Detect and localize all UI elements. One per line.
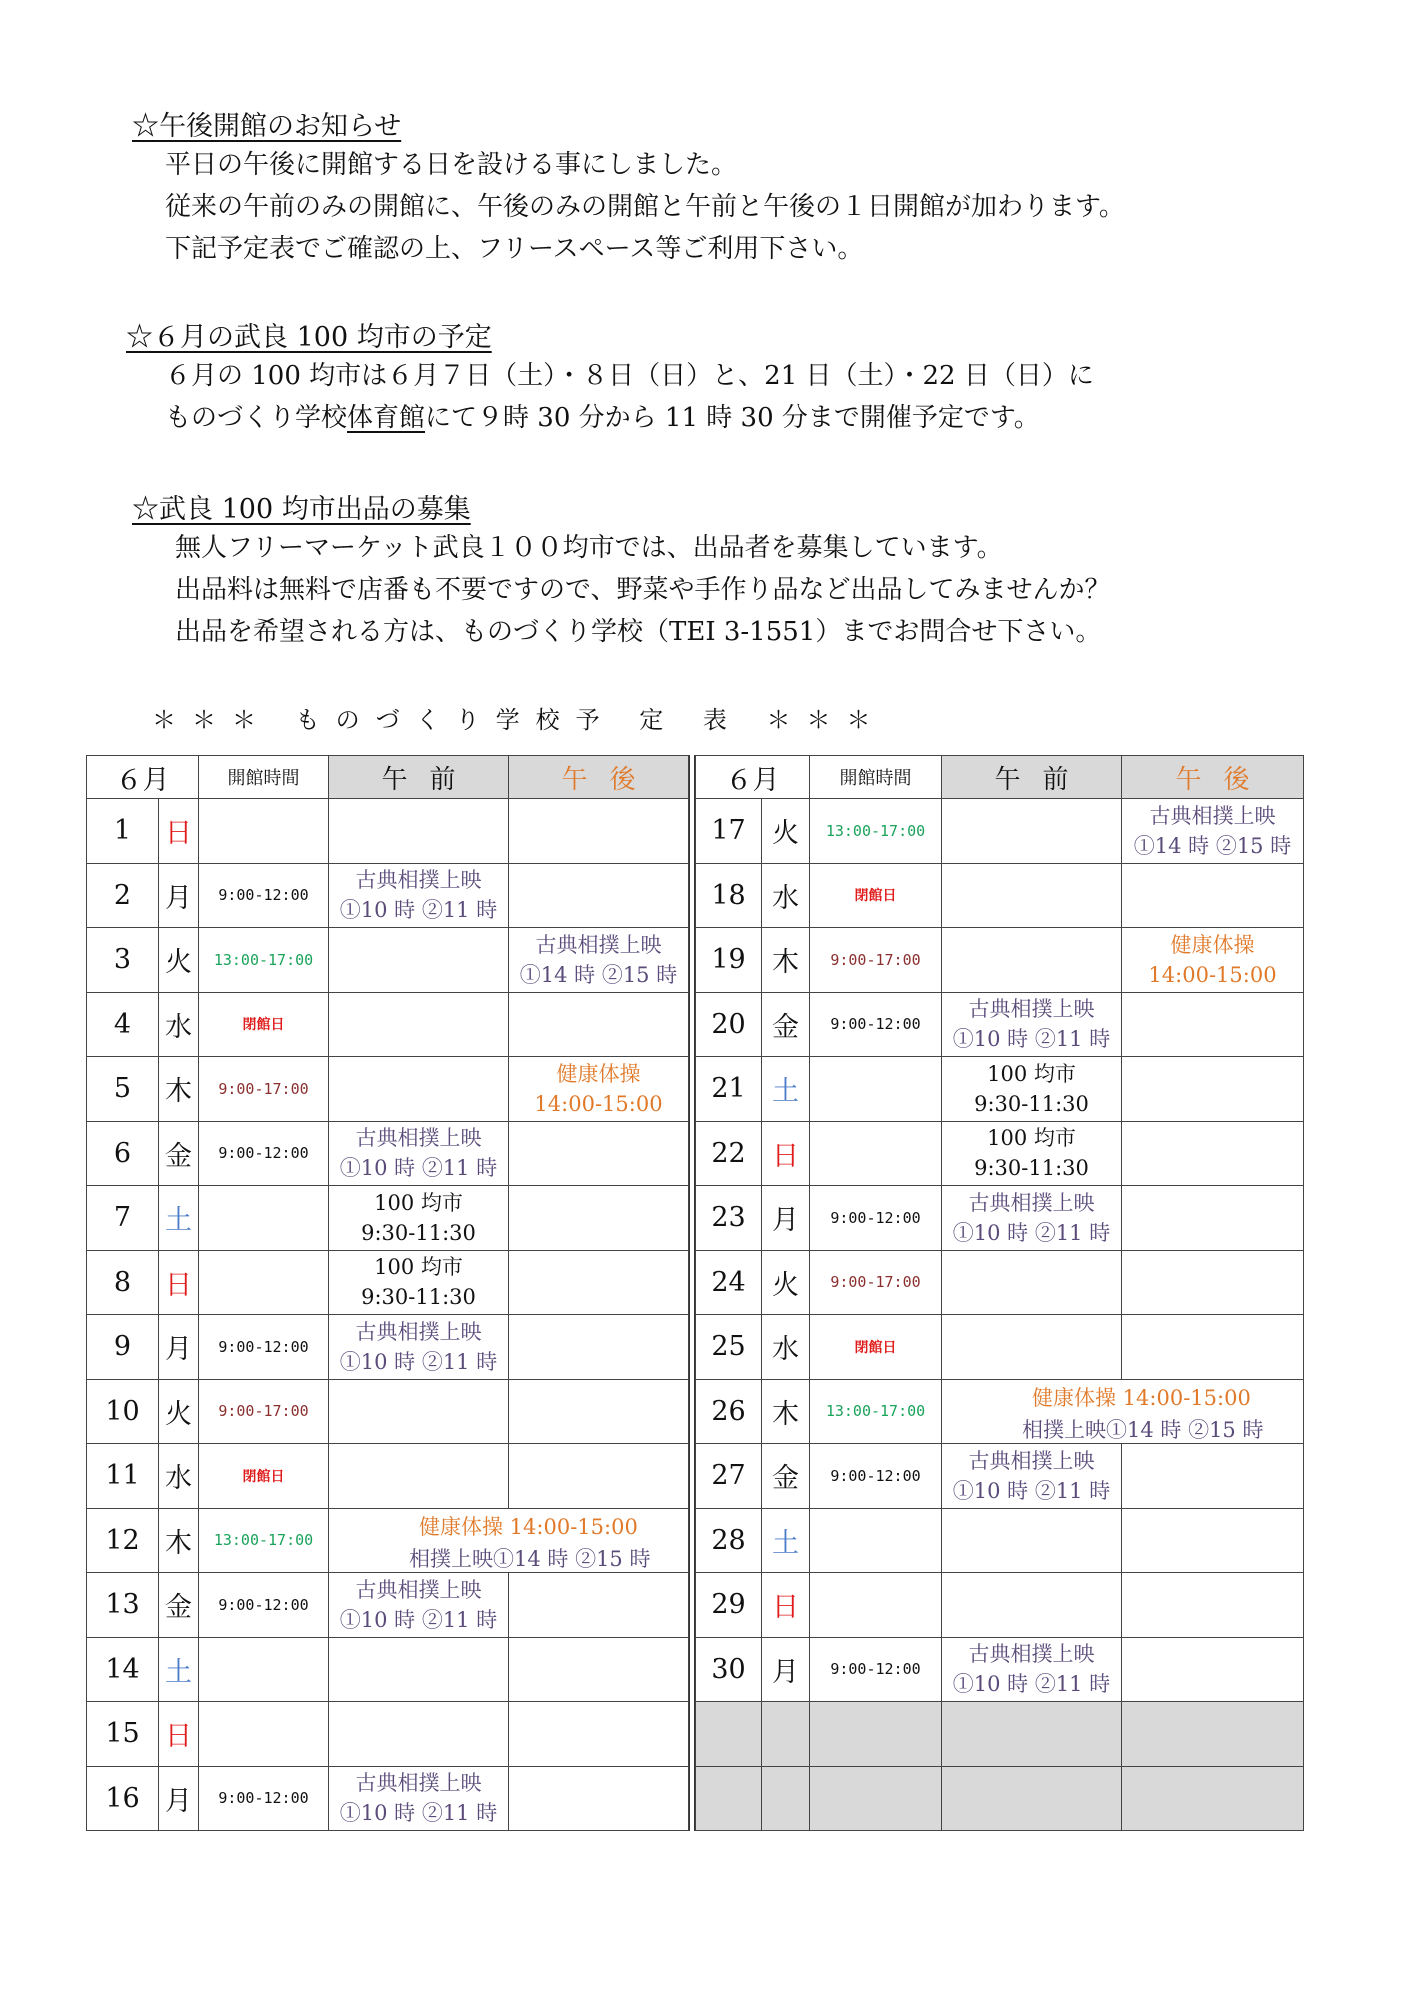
event-sumo: 相撲上映①14 時 ②15 時	[409, 1546, 651, 1571]
event-line: 古典相撲上映	[968, 1642, 1095, 1667]
empty-cell	[696, 1766, 762, 1831]
cell-pm	[1122, 863, 1304, 928]
open-hours: 9:00-12:00	[810, 1186, 942, 1251]
table-row	[87, 799, 689, 864]
cell-pm	[1122, 1057, 1304, 1122]
event-line: 古典相撲上映	[355, 1319, 482, 1344]
event-line: ①10 時 ②11 時	[339, 1607, 498, 1632]
schedule-header-row	[696, 756, 1304, 799]
table-row	[696, 1057, 1304, 1122]
empty-cell	[1122, 1766, 1304, 1831]
notice-line: 下記予定表でご確認の上、フリースペース等ご利用下さい。	[165, 234, 864, 264]
table-row	[696, 1250, 1304, 1315]
weekday: 月	[159, 1766, 199, 1831]
event-line: ①10 時 ②11 時	[952, 1027, 1111, 1052]
cell-pm	[509, 1186, 689, 1251]
open-hours	[199, 1702, 329, 1767]
cell-am	[329, 1186, 509, 1251]
weekday: 木	[762, 928, 810, 993]
event-line: ①10 時 ②11 時	[952, 1220, 1111, 1245]
open-hours: 9:00-17:00	[810, 1250, 942, 1315]
weekday: 土	[762, 1508, 810, 1573]
cell-pm	[509, 1250, 689, 1315]
event-exercise: 健康体操 14:00-15:00	[419, 1514, 638, 1539]
empty-cell	[942, 1766, 1122, 1831]
weekday: 日	[762, 1573, 810, 1638]
day-number: 26	[696, 1379, 762, 1444]
day-number: 20	[696, 992, 762, 1057]
cell-am	[942, 1315, 1122, 1380]
notice-line: 平日の午後に開館する日を設ける事にしました。	[165, 150, 738, 180]
weekday: 日	[762, 1121, 810, 1186]
schedule-table-left	[86, 755, 689, 1831]
weekday: 土	[762, 1057, 810, 1122]
open-hours: 閉館日	[199, 992, 329, 1057]
cell-pm	[1122, 1250, 1304, 1315]
open-hours: 13:00-17:00	[199, 1508, 329, 1573]
weekday: 月	[762, 1637, 810, 1702]
day-number: 17	[696, 799, 762, 864]
day-number: 13	[87, 1573, 159, 1638]
cell-am	[942, 799, 1122, 864]
cell-am	[942, 1121, 1122, 1186]
cell-pm	[509, 1573, 689, 1638]
event-line: 古典相撲上映	[968, 997, 1095, 1022]
open-hours: 9:00-12:00	[199, 863, 329, 928]
event-line: 古典相撲上映	[355, 1126, 482, 1151]
event-sumo: 相撲上映①14 時 ②15 時	[1022, 1417, 1264, 1442]
empty-cell	[762, 1766, 810, 1831]
cell-am	[329, 1250, 509, 1315]
table-row	[87, 1379, 689, 1444]
day-number: 12	[87, 1508, 159, 1573]
day-number: 4	[87, 992, 159, 1057]
weekday: 火	[762, 799, 810, 864]
notice-line: 無人フリーマーケット武良１００均市では、出品者を募集しています。	[175, 533, 1003, 563]
event-line: 健康体操	[556, 1061, 641, 1086]
weekday: 金	[159, 1121, 199, 1186]
event-spanning	[942, 1379, 1304, 1444]
cell-pm	[509, 1444, 689, 1509]
header-am: 午前	[942, 756, 1122, 799]
notice-june-market-body	[165, 355, 1094, 439]
event-line: 古典相撲上映	[535, 932, 662, 957]
event-line: 9:30-11:30	[974, 1156, 1089, 1181]
schedule-header-row	[87, 756, 689, 799]
weekday: 水	[159, 1444, 199, 1509]
cell-pm	[509, 1315, 689, 1380]
weekday: 土	[159, 1637, 199, 1702]
open-hours: 9:00-12:00	[199, 1121, 329, 1186]
event-line: 100 均市	[374, 1255, 463, 1280]
cell-am	[329, 1121, 509, 1186]
day-number: 28	[696, 1508, 762, 1573]
weekday: 水	[762, 863, 810, 928]
weekday: 水	[159, 992, 199, 1057]
event-exercise: 健康体操 14:00-15:00	[1032, 1385, 1251, 1410]
cell-am	[329, 1379, 509, 1444]
open-hours	[810, 1121, 942, 1186]
event-line: 100 均市	[374, 1190, 463, 1215]
event-line: 古典相撲上映	[355, 1577, 482, 1602]
day-number: 15	[87, 1702, 159, 1767]
table-row	[87, 1121, 689, 1186]
empty-row	[696, 1766, 1304, 1831]
day-number: 18	[696, 863, 762, 928]
open-hours	[199, 799, 329, 864]
event-line: ①10 時 ②11 時	[339, 1801, 498, 1826]
day-number: 6	[87, 1121, 159, 1186]
table-row	[87, 863, 689, 928]
cell-am	[329, 1766, 509, 1831]
table-row	[696, 1315, 1304, 1380]
day-number: 24	[696, 1250, 762, 1315]
cell-pm	[509, 1121, 689, 1186]
header-pm: 午後	[509, 756, 689, 799]
cell-am	[329, 799, 509, 864]
weekday: 木	[159, 1057, 199, 1122]
header-open-hours: 開館時間	[810, 756, 942, 799]
table-row	[696, 799, 1304, 864]
table-row	[696, 1637, 1304, 1702]
weekday: 月	[762, 1186, 810, 1251]
table-row	[87, 1573, 689, 1638]
event-line: 100 均市	[987, 1126, 1076, 1151]
table-row	[87, 1766, 689, 1831]
cell-am	[942, 1573, 1122, 1638]
table-row	[87, 1444, 689, 1509]
cell-am	[329, 1315, 509, 1380]
open-hours	[810, 1573, 942, 1638]
event-line: 古典相撲上映	[1149, 803, 1276, 828]
cell-am	[329, 1637, 509, 1702]
empty-cell	[762, 1702, 810, 1767]
open-hours	[810, 1508, 942, 1573]
open-hours: 閉館日	[810, 1315, 942, 1380]
cell-am	[329, 1573, 509, 1638]
day-number: 22	[696, 1121, 762, 1186]
table-row	[696, 1379, 1304, 1444]
table-row	[87, 1315, 689, 1380]
cell-pm	[1122, 1121, 1304, 1186]
day-number: 21	[696, 1057, 762, 1122]
cell-am	[942, 928, 1122, 993]
cell-am	[942, 1637, 1122, 1702]
cell-pm	[509, 1637, 689, 1702]
notice-text: にて９時 30 分から 11 時 30 分まで開催予定です。	[425, 403, 1040, 433]
event-line: 健康体操	[1170, 932, 1255, 957]
cell-pm	[509, 1702, 689, 1767]
cell-pm	[509, 1379, 689, 1444]
table-row	[696, 928, 1304, 993]
table-row	[696, 1444, 1304, 1509]
table-row	[87, 1702, 689, 1767]
event-line: 古典相撲上映	[355, 868, 482, 893]
empty-cell	[696, 1702, 762, 1767]
open-hours: 9:00-12:00	[199, 1766, 329, 1831]
cell-pm	[1122, 928, 1304, 993]
event-line: 100 均市	[987, 1061, 1076, 1086]
header-pm: 午後	[1122, 756, 1304, 799]
empty-cell	[810, 1702, 942, 1767]
weekday: 木	[159, 1508, 199, 1573]
table-row	[696, 1186, 1304, 1251]
day-number: 7	[87, 1186, 159, 1251]
event-line: 古典相撲上映	[968, 1190, 1095, 1215]
table-row	[87, 928, 689, 993]
schedule-table	[86, 755, 1304, 1831]
empty-row	[696, 1702, 1304, 1767]
notice-afternoon-opening-body	[165, 144, 1125, 270]
day-number: 11	[87, 1444, 159, 1509]
cell-am	[942, 992, 1122, 1057]
weekday: 日	[159, 1250, 199, 1315]
day-number: 25	[696, 1315, 762, 1380]
cell-am	[329, 1702, 509, 1767]
notice-text: ものづくり学校	[165, 403, 348, 433]
day-number: 29	[696, 1573, 762, 1638]
weekday: 金	[159, 1573, 199, 1638]
open-hours	[199, 1250, 329, 1315]
weekday: 金	[762, 992, 810, 1057]
day-number: 30	[696, 1637, 762, 1702]
cell-pm	[1122, 1444, 1304, 1509]
notice-afternoon-opening-title: ☆午後開館のお知らせ	[132, 111, 402, 142]
event-line: 古典相撲上映	[355, 1771, 482, 1796]
cell-am	[942, 1057, 1122, 1122]
empty-cell	[810, 1766, 942, 1831]
header-open-hours: 開館時間	[199, 756, 329, 799]
cell-pm	[509, 1766, 689, 1831]
event-line: 9:30-11:30	[361, 1220, 476, 1245]
cell-am	[942, 1444, 1122, 1509]
table-row	[87, 1637, 689, 1702]
header-month: ６月	[696, 756, 810, 799]
notice-line: ６月の 100 均市は６月７日（土）・８日（日）と、21 日（土）・22 日（日）に	[165, 361, 1094, 391]
open-hours: 閉館日	[810, 863, 942, 928]
weekday: 日	[159, 799, 199, 864]
weekday: 日	[159, 1702, 199, 1767]
weekday: 木	[762, 1379, 810, 1444]
cell-pm	[1122, 1315, 1304, 1380]
header-month: ６月	[87, 756, 199, 799]
notice-vendor-recruit-title: ☆武良 100 均市出品の募集	[132, 494, 471, 525]
cell-pm	[509, 1057, 689, 1122]
cell-am	[329, 863, 509, 928]
event-line: ①10 時 ②11 時	[952, 1672, 1111, 1697]
event-line: ①14 時 ②15 時	[519, 962, 678, 987]
open-hours: 9:00-12:00	[810, 1637, 942, 1702]
weekday: 火	[762, 1250, 810, 1315]
cell-am	[329, 928, 509, 993]
cell-pm	[1122, 1508, 1304, 1573]
open-hours: 9:00-12:00	[199, 1315, 329, 1380]
cell-am	[329, 1057, 509, 1122]
table-row	[87, 992, 689, 1057]
day-number: 8	[87, 1250, 159, 1315]
event-line: ①10 時 ②11 時	[339, 1156, 498, 1181]
event-line: 14:00-15:00	[1148, 962, 1277, 987]
cell-pm	[509, 992, 689, 1057]
event-line: 古典相撲上映	[968, 1448, 1095, 1473]
event-line: 9:30-11:30	[361, 1285, 476, 1310]
weekday: 火	[159, 1379, 199, 1444]
cell-am	[329, 1444, 509, 1509]
header-am: 午前	[329, 756, 509, 799]
cell-pm	[509, 928, 689, 993]
event-line: ①10 時 ②11 時	[339, 1349, 498, 1374]
open-hours: 9:00-12:00	[810, 992, 942, 1057]
day-number: 27	[696, 1444, 762, 1509]
table-row	[696, 863, 1304, 928]
cell-am	[942, 1250, 1122, 1315]
open-hours	[199, 1186, 329, 1251]
event-line: 14:00-15:00	[534, 1091, 663, 1116]
day-number: 14	[87, 1637, 159, 1702]
schedule-table-right	[695, 755, 1304, 1831]
notice-line: 従来の午前のみの開館に、午後のみの開館と午前と午後の１日開館が加わります。	[165, 192, 1125, 222]
open-hours	[199, 1637, 329, 1702]
cell-am	[942, 1186, 1122, 1251]
cell-pm	[1122, 799, 1304, 864]
day-number: 19	[696, 928, 762, 993]
weekday: 月	[159, 1315, 199, 1380]
open-hours	[810, 1057, 942, 1122]
event-line: ①10 時 ②11 時	[339, 898, 498, 923]
day-number: 23	[696, 1186, 762, 1251]
open-hours: 9:00-17:00	[810, 928, 942, 993]
open-hours: 閉館日	[199, 1444, 329, 1509]
weekday: 金	[762, 1444, 810, 1509]
notice-vendor-recruit-body	[175, 527, 1110, 653]
cell-pm	[1122, 1573, 1304, 1638]
event-line: ①10 時 ②11 時	[952, 1478, 1111, 1503]
open-hours: 9:00-17:00	[199, 1379, 329, 1444]
weekday: 火	[159, 928, 199, 993]
event-line: ①14 時 ②15 時	[1133, 833, 1292, 858]
schedule-title: ＊＊＊ ものづくり学校予 定 表 ＊＊＊	[152, 706, 887, 734]
day-number: 16	[87, 1766, 159, 1831]
notice-june-market-title: ☆６月の武良 100 均市の予定	[126, 322, 492, 353]
day-number: 10	[87, 1379, 159, 1444]
open-hours: 9:00-17:00	[199, 1057, 329, 1122]
weekday: 月	[159, 863, 199, 928]
cell-pm	[1122, 1186, 1304, 1251]
notice-line: 出品料は無料で店番も不要ですので、野菜や手作り品など出品してみませんか？	[175, 575, 1111, 605]
open-hours: 13:00-17:00	[810, 799, 942, 864]
day-number: 3	[87, 928, 159, 993]
gymnasium-underlined: 体育館	[347, 403, 426, 433]
cell-am	[329, 992, 509, 1057]
cell-pm	[1122, 992, 1304, 1057]
cell-am	[942, 863, 1122, 928]
open-hours: 13:00-17:00	[810, 1379, 942, 1444]
day-number: 1	[87, 799, 159, 864]
table-row	[87, 1057, 689, 1122]
table-row	[696, 1573, 1304, 1638]
table-row	[87, 1508, 689, 1573]
table-row	[87, 1186, 689, 1251]
day-number: 5	[87, 1057, 159, 1122]
table-row	[87, 1250, 689, 1315]
empty-cell	[942, 1702, 1122, 1767]
open-hours: 9:00-12:00	[810, 1444, 942, 1509]
event-spanning	[329, 1508, 689, 1573]
day-number: 2	[87, 863, 159, 928]
cell-pm	[509, 799, 689, 864]
weekday: 水	[762, 1315, 810, 1380]
weekday: 土	[159, 1186, 199, 1251]
notice-line	[165, 397, 1094, 439]
notice-line: 出品を希望される方は、ものづくり学校（TEI 3-1551）までお問合せ下さい。	[175, 617, 1102, 647]
empty-cell	[1122, 1702, 1304, 1767]
table-row	[696, 1121, 1304, 1186]
event-line: 9:30-11:30	[974, 1091, 1089, 1116]
open-hours: 13:00-17:00	[199, 928, 329, 993]
table-row	[696, 1508, 1304, 1573]
cell-am	[942, 1508, 1122, 1573]
cell-pm	[509, 863, 689, 928]
cell-pm	[1122, 1637, 1304, 1702]
day-number: 9	[87, 1315, 159, 1380]
table-row	[696, 992, 1304, 1057]
open-hours: 9:00-12:00	[199, 1573, 329, 1638]
